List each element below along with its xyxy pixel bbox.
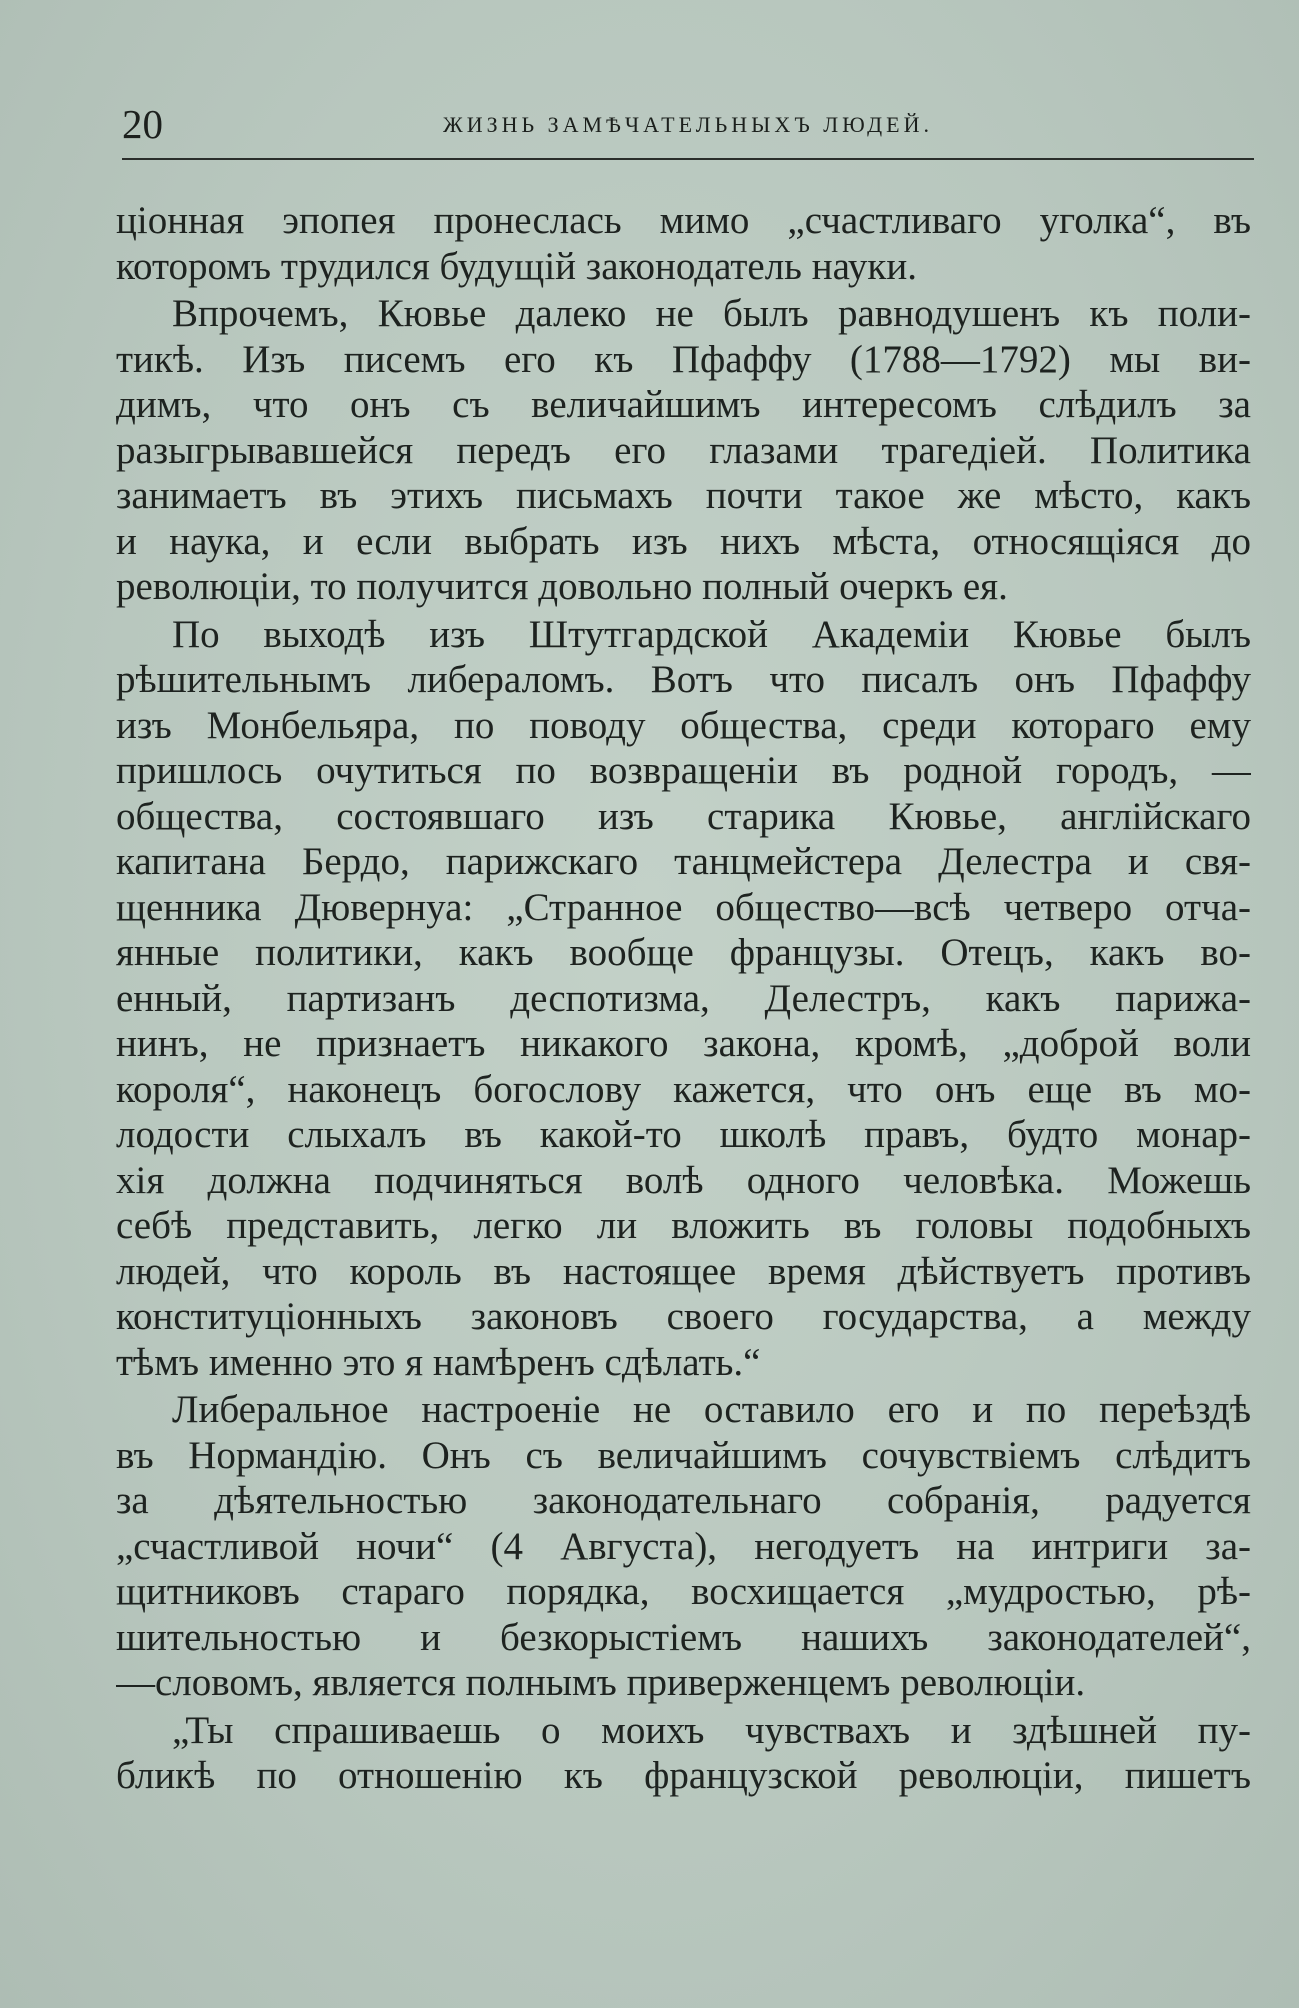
text-line: хія должна подчиняться волѣ одного человѣка. Можешь — [116, 1158, 1251, 1202]
text-line: —словомъ, является полнымъ приверженцемъ революціи. — [116, 1661, 1086, 1704]
text-line: По выходѣ изъ Штутгардской Академіи Кювье былъ — [172, 612, 1251, 656]
text-line: изъ Монбельяра, по поводу общества, среди котораго ему — [116, 703, 1251, 747]
text-line: революціи, то получится довольно полный очеркъ ея. — [116, 565, 1008, 608]
text-line: бликѣ по отношенію къ французской революціи, пишетъ — [116, 1754, 1251, 1797]
running-title: ЖИЗНЬ ЗАМѢЧАТЕЛЬНЫХЪ ЛЮДЕЙ. — [443, 112, 933, 137]
text-line: короля“, наконецъ богослову кажется, что онъ еще въ мо- — [116, 1067, 1251, 1111]
text-line: капитана Бердо, парижскаго танцмейстера Делестра и свя- — [116, 840, 1251, 883]
page-number: 20 — [122, 101, 163, 147]
paragraph — [116, 1708, 1251, 1799]
text-line: рѣшительнымъ либераломъ. Вотъ что писалъ онъ Пфаффу — [116, 658, 1251, 701]
text-line: Либеральное настроеніе не оставило его и по переѣздѣ — [172, 1388, 1251, 1431]
text-line: нинъ, не признаетъ никакого закона, кромѣ, „доброй воли — [116, 1022, 1251, 1065]
text-line: занимаетъ въ этихъ письмахъ почти такое же мѣсто, какъ — [116, 474, 1251, 517]
text-line: которомъ трудился будущій законодатель науки. — [116, 244, 917, 288]
text-line: въ Нормандію. Онъ съ величайшимъ сочувствіемъ слѣдитъ — [116, 1433, 1251, 1477]
text-line: тѣмъ именно это я намѣренъ сдѣлать.“ — [116, 1340, 761, 1384]
text-line: пришлось очутиться по возвращеніи въ родной городъ, — — [116, 749, 1251, 792]
paragraph — [116, 612, 1251, 1386]
paragraph — [116, 291, 1251, 610]
text-line: людей, что король въ настоящее время дѣйствуетъ противъ — [116, 1249, 1251, 1293]
text-line: Впрочемъ, Кювье далеко не былъ равнодушенъ къ поли- — [172, 292, 1251, 335]
text-line: щенника Дювернуа: „Странное общество—всѣ четверо отча- — [116, 885, 1251, 929]
text-line: „Ты спрашиваешь о моихъ чувствахъ и здѣшней пу- — [172, 1708, 1251, 1752]
text-line: щитниковъ стараго порядка, восхищается „мудростью, рѣ- — [116, 1570, 1251, 1613]
text-line: конституціонныхъ законовъ своего государства, а между — [116, 1295, 1251, 1338]
text-line: разыгрывавшейся передъ его глазами трагедіей. Политика — [116, 428, 1251, 472]
text-line: за дѣятельностью законодательнаго собранія, радуется — [116, 1479, 1251, 1522]
text-line: димъ, что онъ съ величайшимъ интересомъ слѣдилъ за — [116, 383, 1251, 426]
text-line: себѣ представить, легко ли вложить въ головы подобныхъ — [116, 1204, 1251, 1247]
text-line: шительностью и безкорыстіемъ нашихъ законодателей“, — [116, 1615, 1251, 1659]
text-line: лодости слыхалъ въ какой-то школѣ правъ, будто монар- — [116, 1113, 1251, 1156]
page-header — [122, 98, 1254, 160]
text-line: енный, партизанъ деспотизма, Делестръ, какъ парижа- — [116, 976, 1251, 1020]
text-line: ціонная эпопея пронеслась мимо „счастливаго уголка“, въ — [116, 199, 1251, 242]
paragraph — [116, 198, 1251, 289]
body-text — [116, 198, 1251, 1801]
text-line: общества, состоявшаго изъ старика Кювье, англійскаго — [116, 794, 1251, 838]
text-line: тикѣ. Изъ писемъ его къ Пфаффу (1788—1792) мы ви- — [116, 337, 1251, 381]
paragraph — [116, 1387, 1251, 1706]
text-line: и наука, и если выбрать изъ нихъ мѣста, относящіяся до — [116, 519, 1251, 563]
text-line: янные политики, какъ вообще французы. Отецъ, какъ во- — [116, 931, 1251, 974]
text-line: „счастливой ночи“ (4 Августа), негодуетъ на интриги за- — [116, 1524, 1251, 1568]
